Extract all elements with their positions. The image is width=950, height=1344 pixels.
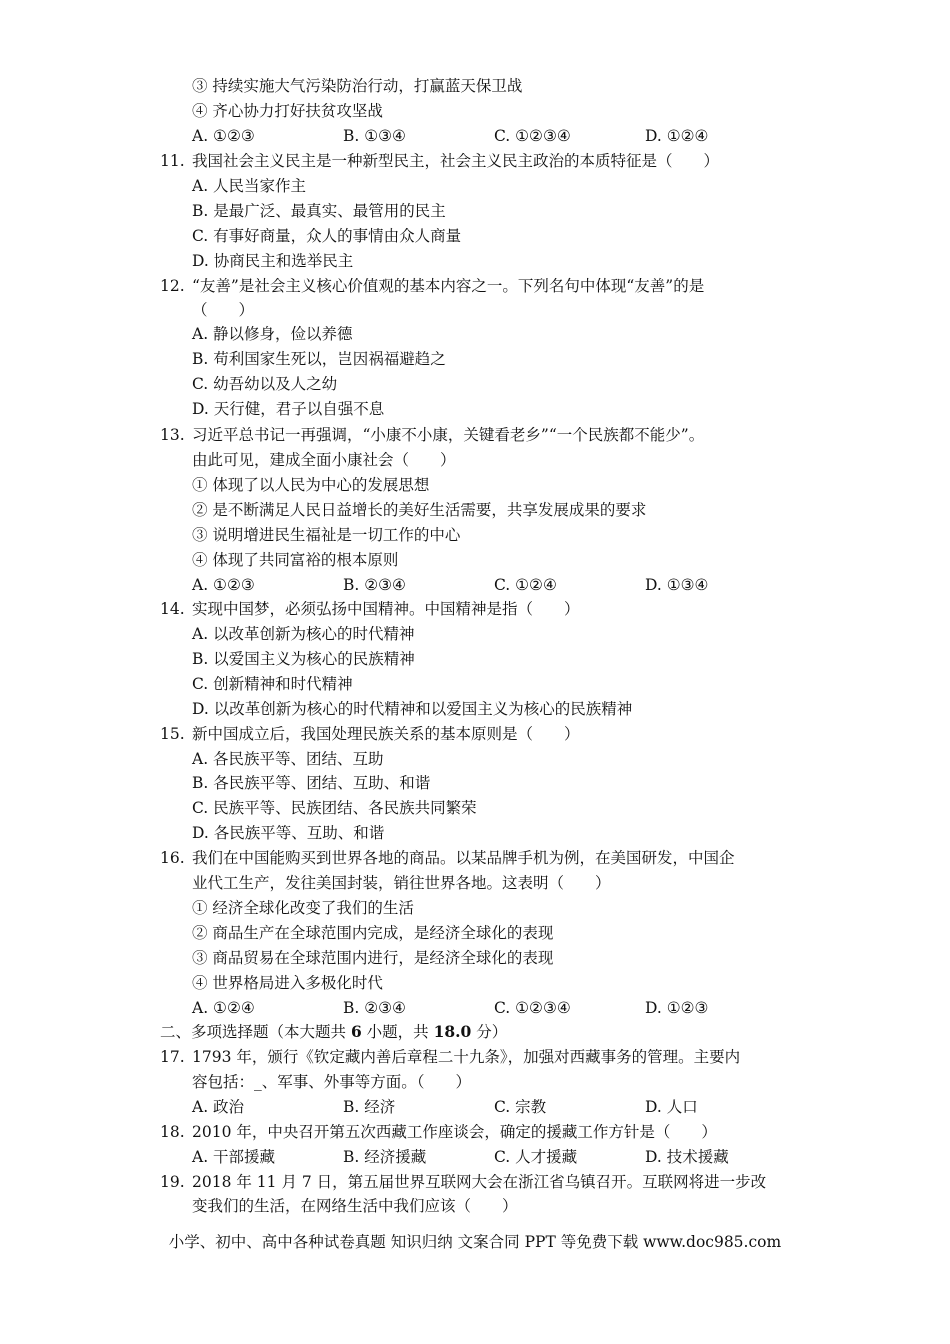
q16-option-d: D. ①②③ xyxy=(645,999,709,1017)
q15-stem: 新中国成立后，我国处理民族关系的基本原则是（ ） xyxy=(192,725,580,743)
q17-stem: 1793 年，颁行《钦定藏内善后章程二十九条》，加强对西藏事务的管理。主要内 xyxy=(192,1048,741,1066)
q17-option-b: B. 经济 xyxy=(343,1098,396,1116)
q15-choice-b: B. 各民族平等、团结、互助、和谐 xyxy=(192,774,431,792)
q11-choice-b: B. 是最广泛、最真实、最管用的民主 xyxy=(192,202,446,220)
page-footer: 小学、初中、高中各种试卷真题 知识归纳 文案合同 PPT 等免费下载 www.doc985.com xyxy=(168,1233,782,1251)
q18-option-c: C. 人才援藏 xyxy=(494,1148,578,1166)
q16-item-1: ① 经济全球化改变了我们的生活 xyxy=(192,899,414,917)
q14-choice-a: A. 以改革创新为核心的时代精神 xyxy=(192,625,415,643)
q18-option-b: B. 经济援藏 xyxy=(343,1148,427,1166)
section-heading-pre: 二、多项选择题（本大题共 xyxy=(160,1023,351,1041)
q18-number: 18. xyxy=(160,1123,185,1141)
q10-item-3: ③ 持续实施大气污染防治行动，打赢蓝天保卫战 xyxy=(192,77,523,95)
q13-stem-continued: 由此可见，建成全面小康社会（ ） xyxy=(192,451,456,469)
q11-number: 11. xyxy=(160,152,185,170)
q16-option-b: B. ②③④ xyxy=(343,999,406,1017)
q10-option-d: D. ①②④ xyxy=(645,127,709,145)
q19-number: 19. xyxy=(160,1173,185,1191)
section-score: 18.0 xyxy=(433,1022,472,1041)
q15-choice-d: D. 各民族平等、互助、和谐 xyxy=(192,824,385,842)
q15-choice-a: A. 各民族平等、团结、互助 xyxy=(192,750,384,768)
q14-choice-c: C. 创新精神和时代精神 xyxy=(192,675,353,693)
q13-number: 13. xyxy=(160,426,185,444)
q12-choice-d: D. 天行健，君子以自强不息 xyxy=(192,400,385,418)
q17-option-c: C. 宗教 xyxy=(494,1098,547,1116)
q15-number: 15. xyxy=(160,725,185,743)
q10-option-b: B. ①③④ xyxy=(343,127,406,145)
q13-item-4: ④ 体现了共同富裕的根本原则 xyxy=(192,551,399,569)
q14-number: 14. xyxy=(160,600,185,618)
q13-option-c: C. ①②④ xyxy=(494,576,557,594)
section-heading-multiple-choice xyxy=(160,1022,507,1042)
q16-stem-continued: 业代工生产，发往美国封装，销往世界各地。这表明（ ） xyxy=(192,874,611,892)
q13-item-2: ② 是不断满足人民日益增长的美好生活需要，共享发展成果的要求 xyxy=(192,501,647,519)
q17-stem-continued: 容包括：_、军事、外事等方面。（ ） xyxy=(192,1073,472,1091)
q12-stem: “友善”是社会主义核心价值观的基本内容之一。下列名句中体现“友善”的是 xyxy=(192,277,705,295)
section-heading-mid: 小题，共 xyxy=(361,1023,434,1041)
q11-choice-c: C. 有事好商量，众人的事情由众人商量 xyxy=(192,227,462,245)
q17-option-d: D. 人口 xyxy=(645,1098,698,1116)
q10-item-4: ④ 齐心协力打好扶贫攻坚战 xyxy=(192,102,383,120)
q14-stem: 实现中国梦，必须弘扬中国精神。中国精神是指（ ） xyxy=(192,600,580,618)
q12-choice-c: C. 幼吾幼以及人之幼 xyxy=(192,375,338,393)
q13-option-a: A. ①②③ xyxy=(192,576,255,594)
q17-option-a: A. 政治 xyxy=(192,1098,245,1116)
q12-number: 12. xyxy=(160,277,185,295)
q10-option-c: C. ①②③④ xyxy=(494,127,571,145)
q13-item-3: ③ 说明增进民生福祉是一切工作的中心 xyxy=(192,526,461,544)
q18-stem: 2010 年，中央召开第五次西藏工作座谈会，确定的援藏工作方针是（ ） xyxy=(192,1123,717,1141)
q11-stem: 我国社会主义民主是一种新型民主，社会主义民主政治的本质特征是（ ） xyxy=(192,152,720,170)
q14-choice-d: D. 以改革创新为核心的时代精神和以爱国主义为核心的民族精神 xyxy=(192,700,633,718)
q12-choice-a: A. 静以修身，俭以养德 xyxy=(192,325,353,343)
q16-stem: 我们在中国能购买到世界各地的商品。以某品牌手机为例，在美国研发，中国企 xyxy=(192,849,735,867)
q18-option-d: D. 技术援藏 xyxy=(645,1148,729,1166)
q11-choice-d: D. 协商民主和选举民主 xyxy=(192,252,354,270)
q16-option-a: A. ①②④ xyxy=(192,999,255,1017)
q13-option-b: B. ②③④ xyxy=(343,576,406,594)
section-heading-post: 分） xyxy=(471,1023,508,1041)
q17-number: 17. xyxy=(160,1048,185,1066)
q19-stem-continued: 变我们的生活，在网络生活中我们应该（ ） xyxy=(192,1197,518,1215)
q12-choice-b: B. 苟利国家生死以，岂因祸福避趋之 xyxy=(192,350,446,368)
q13-item-1: ① 体现了以人民为中心的发展思想 xyxy=(192,476,430,494)
q11-choice-a: A. 人民当家作主 xyxy=(192,177,307,195)
section-question-count: 6 xyxy=(350,1022,362,1041)
q16-item-2: ② 商品生产在全球范围内完成，是经济全球化的表现 xyxy=(192,924,554,942)
q12-stem-continued: （ ） xyxy=(192,301,255,319)
q14-choice-b: B. 以爱国主义为核心的民族精神 xyxy=(192,650,415,668)
q18-option-a: A. 干部援藏 xyxy=(192,1148,276,1166)
q19-stem: 2018 年 11 月 7 日，第五届世界互联网大会在浙江省乌镇召开。互联网将进一步改 xyxy=(192,1173,767,1191)
q16-item-4: ④ 世界格局进入多极化时代 xyxy=(192,974,383,992)
q15-choice-c: C. 民族平等、民族团结、各民族共同繁荣 xyxy=(192,799,477,817)
q13-stem: 习近平总书记一再强调，“小康不小康，关键看老乡”“一个民族都不能少”。 xyxy=(192,426,705,444)
q16-number: 16. xyxy=(160,849,185,867)
q13-option-d: D. ①③④ xyxy=(645,576,709,594)
q16-item-3: ③ 商品贸易在全球范围内进行，是经济全球化的表现 xyxy=(192,949,554,967)
q10-option-a: A. ①②③ xyxy=(192,127,255,145)
q16-option-c: C. ①②③④ xyxy=(494,999,571,1017)
